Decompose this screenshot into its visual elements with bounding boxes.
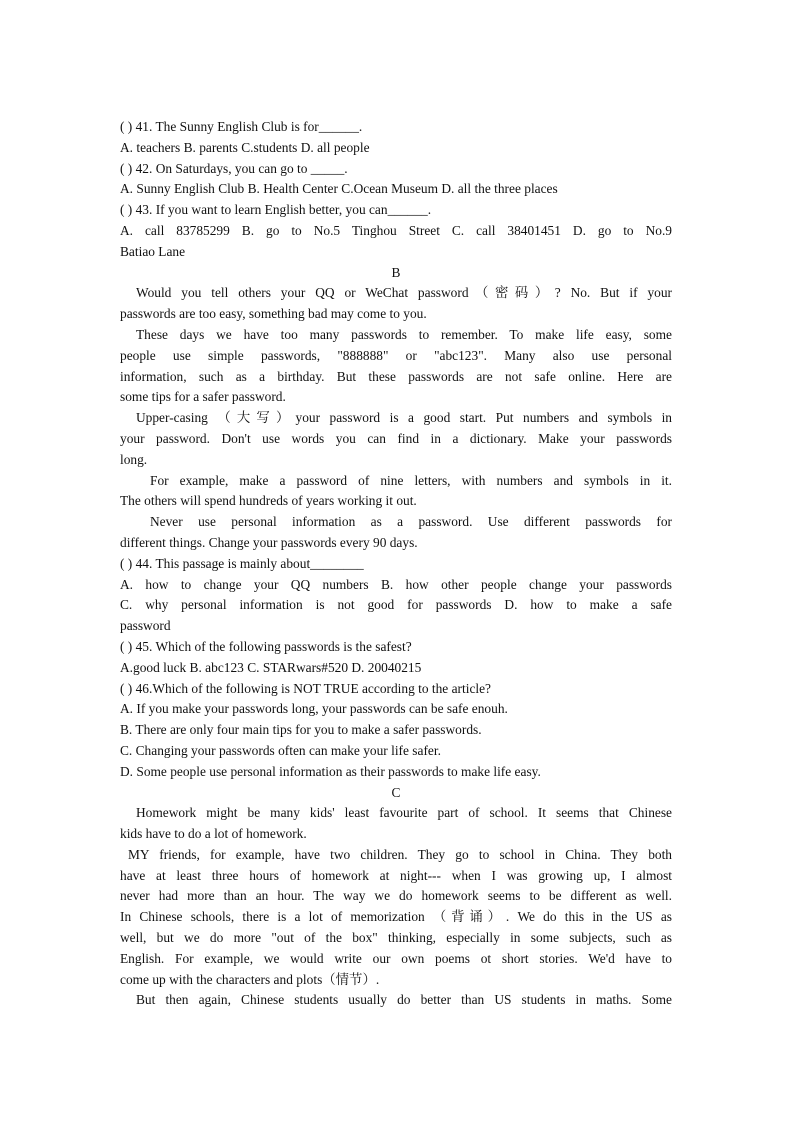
question-46: ( ) 46.Which of the following is NOT TRUE according to the article? xyxy=(120,680,491,696)
b-para-2-line-2: people use simple passwords, "888888" or "abc123". Many also use personal xyxy=(120,347,672,363)
section-b-heading: B xyxy=(391,264,401,280)
question-46-option-b: B. There are only four main tips for you to make a safer passwords. xyxy=(120,722,482,738)
question-41: ( ) 41. The Sunny English Club is for______. xyxy=(120,119,363,134)
b-para-1-line-2: passwords are too easy, something bad may come to you. xyxy=(120,306,427,322)
question-43-options-line-2: Batiao Lane xyxy=(120,243,186,259)
b-para-5-line-2: different things. Change your passwords every 90 days. xyxy=(120,534,418,550)
c-para-2-line-6: English. For example, we would write our own poems ot short stories. We'd have to xyxy=(120,950,672,966)
question-46-option-c: C. Changing your passwords often can make your life safer. xyxy=(120,742,441,758)
question-42: ( ) 42. On Saturdays, you can go to _____. xyxy=(120,160,348,176)
b-para-2-line-4: some tips for a safer password. xyxy=(120,389,286,405)
question-46-option-a: A. If you make your passwords long, your passwords can be safe enouh. xyxy=(120,701,508,717)
c-para-2-line-4: In Chinese schools, there is a lot of memorization （背诵）. We do this in the US as xyxy=(120,909,672,925)
question-43-options-line-1: A. call 83785299 B. go to No.5 Tinghou Street C. call 38401451 D. go to No.9 xyxy=(120,222,672,238)
b-para-4-line-1: For example, make a password of nine letters, with numbers and symbols in it. xyxy=(150,472,672,488)
c-para-2-line-5: well, but we do more "out of the box" thinking, especially in some subjects, such as xyxy=(120,930,672,946)
question-44: ( ) 44. This passage is mainly about________ xyxy=(120,555,364,571)
question-44-options-line-2: C. why personal information is not good for passwords D. how to make a safe xyxy=(120,597,672,613)
c-para-2-line-2: have at least three hours of homework at night--- when I was growing up, I almost xyxy=(120,867,672,883)
question-45: ( ) 45. Which of the following passwords is the safest? xyxy=(120,638,412,654)
b-para-3-line-2: your password. Don't use words you can find in a dictionary. Make your passwords xyxy=(120,430,672,446)
section-c-heading: C xyxy=(391,784,401,800)
question-41-options: A. teachers B. parents C.students D. all people xyxy=(120,139,370,155)
b-para-2-line-1: These days we have too many passwords to remember. To make life easy, some xyxy=(136,326,672,342)
question-46-option-d: D. Some people use personal information as their passwords to make life easy. xyxy=(120,763,541,779)
c-para-2-line-7: come up with the characters and plots（情节）. xyxy=(120,971,380,987)
question-42-options: A. Sunny English Club B. Health Center C.Ocean Museum D. all the three places xyxy=(120,181,558,197)
c-para-1-line-2: kids have to do a lot of homework. xyxy=(120,826,307,842)
b-para-3-line-1: Upper-casing （大写）your password is a good start. Put numbers and symbols in xyxy=(136,410,672,426)
question-45-options: A.good luck B. abc123 C. STARwars#520 D. 20040215 xyxy=(120,659,422,675)
c-para-1-line-1: Homework might be many kids' least favourite part of school. It seems that Chinese xyxy=(136,805,672,821)
question-43: ( ) 43. If you want to learn English better, you can______. xyxy=(120,202,432,218)
b-para-2-line-3: information, such as a birthday. But these passwords are not safe online. Here are xyxy=(120,368,672,384)
b-para-1-line-1: Would you tell others your QQ or WeChat password（密码）? No. But if your xyxy=(136,285,672,301)
c-para-3-line-1: But then again, Chinese students usually do better than US students in maths. Some xyxy=(136,992,672,1008)
b-para-3-line-3: long. xyxy=(120,451,148,467)
exam-page xyxy=(120,117,672,1011)
c-para-2-line-3: never had more than an hour. The way we do homework seems to be different as well. xyxy=(120,888,672,904)
c-para-2-line-1: MY friends, for example, have two children. They go to school in China. They both xyxy=(128,846,672,862)
b-para-4-line-2: The others will spend hundreds of years working it out. xyxy=(120,493,417,509)
question-44-options-line-3: password xyxy=(120,618,171,634)
question-44-options-line-1: A. how to change your QQ numbers B. how other people change your passwords xyxy=(120,576,672,592)
b-para-5-line-1: Never use personal information as a password. Use different passwords for xyxy=(150,514,672,530)
